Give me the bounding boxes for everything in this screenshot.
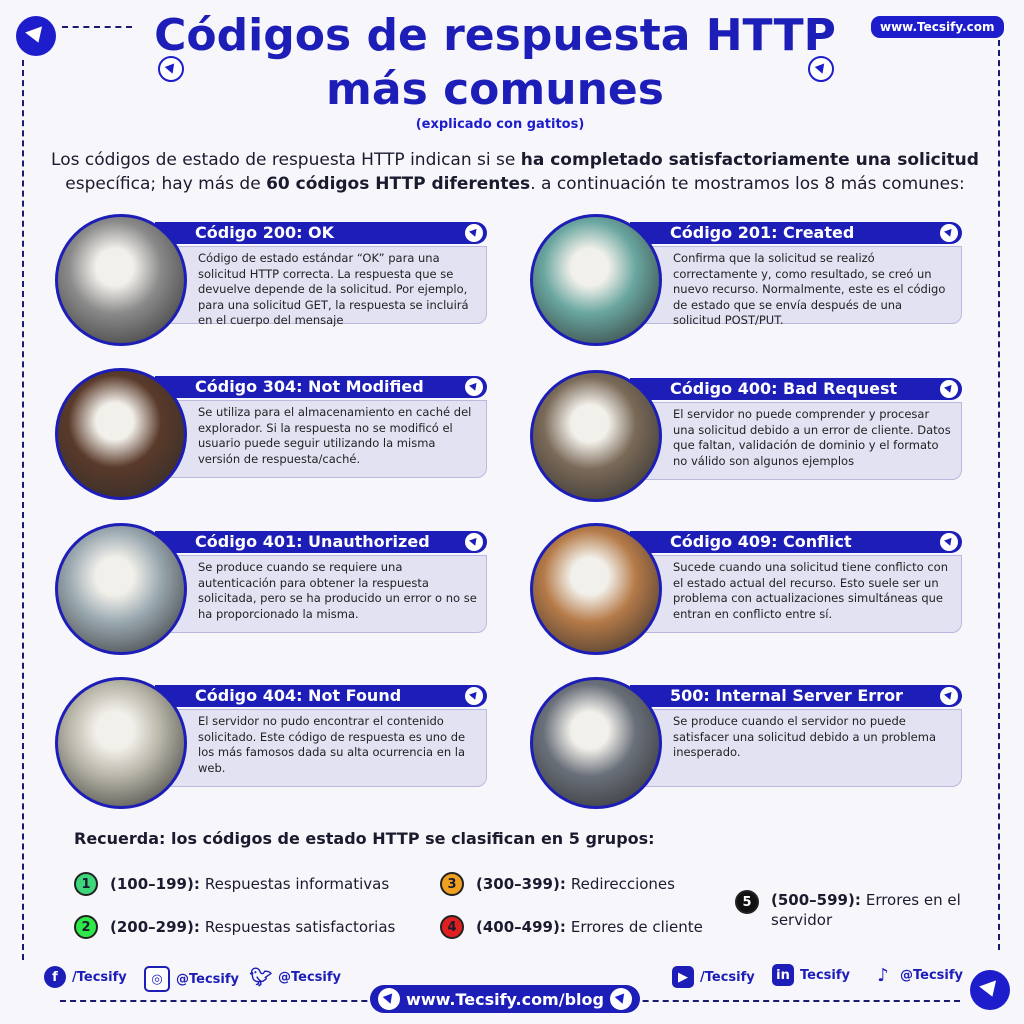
card-201 xyxy=(530,214,970,344)
frame-top-left xyxy=(62,26,132,28)
website-badge[interactable]: www.Tecsify.com xyxy=(871,16,1004,38)
card-401 xyxy=(55,523,495,653)
card-description: El servidor no pudo encontrar el contenido solicitado. Este código de respuesta es uno de los más famosos dada su alta ocurrencia en la web. xyxy=(161,709,487,787)
linkedin-link[interactable] xyxy=(772,964,850,986)
instagram-link[interactable] xyxy=(144,966,239,992)
group-label: Errores de cliente xyxy=(570,918,703,936)
group-5 xyxy=(735,890,975,930)
brand-mini-icon xyxy=(465,224,483,242)
card-200 xyxy=(55,214,495,344)
brand-mini-icon xyxy=(940,687,958,705)
cat-photo xyxy=(55,523,187,655)
brand-logo-blog-icon-right xyxy=(610,988,632,1010)
intro-part3: . a continuación te mostramos los 8 más comunes: xyxy=(530,174,965,194)
cat-photo xyxy=(530,523,662,655)
card-409 xyxy=(530,523,970,653)
group-number: 3 xyxy=(440,872,464,896)
instagram-handle: @Tecsify xyxy=(176,971,239,987)
cat-photo xyxy=(55,214,187,346)
group-number: 1 xyxy=(74,872,98,896)
cat-photo xyxy=(55,368,187,500)
card-title-text: Código 404: Not Found xyxy=(195,686,402,705)
card-404 xyxy=(55,677,495,807)
twitter-link[interactable] xyxy=(250,966,341,988)
cat-photo xyxy=(530,214,662,346)
brand-mini-icon xyxy=(465,378,483,396)
youtube-icon: ▶ xyxy=(672,966,694,988)
card-description: Código de estado estándar “OK” para una solicitud HTTP correcta. La respuesta que se devuelve depende de la solicitud. Por ejemplo, para una solicitud GET, la respuesta se incluirá en el cuerpo del mensaje xyxy=(161,246,487,324)
brand-logo-bottom-icon xyxy=(970,970,1010,1010)
card-description: El servidor no puede comprender y procesar una solicitud debido a un error de cliente. Datos que faltan, validación de dominio y el formato no válido son algunos ejemplos xyxy=(636,402,962,480)
youtube-link[interactable] xyxy=(672,966,755,988)
card-title-text: Código 409: Conflict xyxy=(670,532,852,551)
group-number: 4 xyxy=(440,915,464,939)
group-label: Respuestas informativas xyxy=(204,875,390,893)
brand-mini-icon xyxy=(940,380,958,398)
group-number: 2 xyxy=(74,915,98,939)
group-range: (300–399): xyxy=(476,875,566,893)
youtube-handle: /Tecsify xyxy=(700,969,755,985)
frame-left xyxy=(22,60,24,960)
blog-url: www.Tecsify.com/blog xyxy=(406,989,604,1009)
group-number: 5 xyxy=(735,890,759,914)
facebook-handle: /Tecsify xyxy=(72,969,127,985)
card-400 xyxy=(530,370,970,500)
card-title xyxy=(155,376,487,398)
card-title xyxy=(630,685,962,707)
blog-link[interactable] xyxy=(370,985,640,1013)
brand-mini-icon xyxy=(940,533,958,551)
groups-heading: Recuerda: los códigos de estado HTTP se clasifican en 5 grupos: xyxy=(74,829,655,848)
group-label: Respuestas satisfactorias xyxy=(204,918,396,936)
intro-bold2: 60 códigos HTTP diferentes xyxy=(266,174,531,194)
cat-photo xyxy=(530,370,662,502)
card-title xyxy=(155,685,487,707)
group-label: Errores en el servidor xyxy=(771,891,961,929)
card-description: Se produce cuando el servidor no puede satisfacer una solicitud debido a un problema inesperado. xyxy=(636,709,962,787)
card-title-text: Código 400: Bad Request xyxy=(670,379,898,398)
card-500 xyxy=(530,677,970,807)
tiktok-icon: ♪ xyxy=(877,964,889,986)
facebook-icon: f xyxy=(44,966,66,988)
linkedin-handle: Tecsify xyxy=(800,967,850,983)
twitter-handle: @Tecsify xyxy=(278,969,341,985)
group-4 xyxy=(440,915,703,939)
intro-part2: específica; hay más de xyxy=(65,174,267,194)
linkedin-icon: in xyxy=(772,964,794,986)
brand-mini-icon xyxy=(940,224,958,242)
card-title xyxy=(630,378,962,400)
group-label: Redirecciones xyxy=(570,875,675,893)
tiktok-link[interactable] xyxy=(872,964,963,986)
brand-logo-blog-icon xyxy=(378,988,400,1010)
card-title-text: Código 200: OK xyxy=(195,223,335,242)
group-1 xyxy=(74,872,389,896)
brand-logo-icon xyxy=(16,16,56,56)
card-description: Se produce cuando se requiere una autenticación para obtener la respuesta solicitada, pero se ha producido un error o no se ha proporcionado la misma. xyxy=(161,555,487,633)
card-title xyxy=(630,222,962,244)
page-subtitle: (explicado con gatitos) xyxy=(415,117,585,132)
group-range: (500–599): xyxy=(771,891,861,909)
brand-mini-icon xyxy=(465,687,483,705)
cat-photo xyxy=(530,677,662,809)
card-description: Confirma que la solicitud se realizó correctamente y, como resultado, se creó un nuevo recurso. Normalmente, este es el código de estado que se envía después de una solicitud POST/PUT. xyxy=(636,246,962,324)
card-title-text: Código 304: Not Modified xyxy=(195,377,424,396)
card-description: Sucede cuando una solicitud tiene conflicto con el estado actual del recurso. Esto suele ser un problema con actualizaciones simultáneas que entran en conflicto entre sí. xyxy=(636,555,962,633)
group-range: (100–199): xyxy=(110,875,200,893)
card-title xyxy=(630,531,962,553)
card-title-text: 500: Internal Server Error xyxy=(670,686,903,705)
card-title-text: Código 201: Created xyxy=(670,223,855,242)
brand-mini-icon xyxy=(465,533,483,551)
intro-part1: Los códigos de estado de respuesta HTTP indican si se xyxy=(51,150,521,170)
tiktok-handle: @Tecsify xyxy=(900,967,963,983)
card-title-text: Código 401: Unauthorized xyxy=(195,532,430,551)
card-title xyxy=(155,222,487,244)
facebook-link[interactable] xyxy=(44,966,127,988)
group-2 xyxy=(74,915,395,939)
page-title-line1: Códigos de respuesta HTTP xyxy=(154,10,836,61)
group-range: (200–299): xyxy=(110,918,200,936)
card-title xyxy=(155,531,487,553)
page-title-line2: más comunes xyxy=(326,64,664,115)
cat-photo xyxy=(55,677,187,809)
twitter-icon: 🐦︎ xyxy=(249,966,273,988)
instagram-icon: ◎ xyxy=(144,966,170,992)
card-description: Se utiliza para el almacenamiento en caché del explorador. Si la respuesta no se modificó el usuario puede seguir utilizando la misma versión de respuesta/caché. xyxy=(161,400,487,478)
intro-bold1: ha completado satisfactoriamente una solicitud xyxy=(520,150,979,170)
intro-text xyxy=(40,148,990,196)
card-304 xyxy=(55,368,495,498)
group-3 xyxy=(440,872,675,896)
frame-right xyxy=(998,40,1000,950)
group-range: (400–499): xyxy=(476,918,566,936)
